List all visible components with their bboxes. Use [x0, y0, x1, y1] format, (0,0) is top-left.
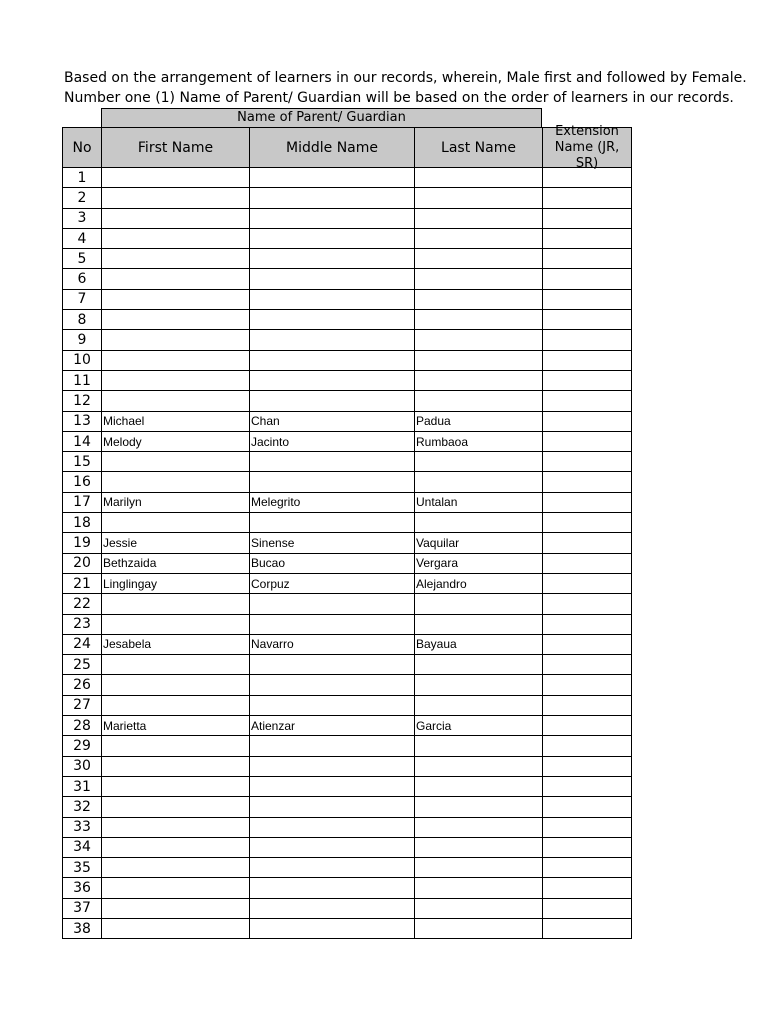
- cell-last-name[interactable]: Bayaua: [415, 634, 543, 654]
- cell-middle-name[interactable]: Corpuz: [250, 573, 415, 593]
- cell-no[interactable]: 27: [63, 695, 102, 715]
- instruction-line-2: Number one (1) Name of Parent/ Guardian will be based on the order of learners in our records.: [64, 90, 734, 106]
- cell-middle-name[interactable]: [250, 168, 415, 188]
- cell-first-name[interactable]: [102, 208, 250, 228]
- cell-middle-name[interactable]: Chan: [250, 411, 415, 431]
- table-row: [63, 289, 632, 309]
- cell-first-name[interactable]: [102, 168, 250, 188]
- cell-extension-name[interactable]: [543, 655, 632, 675]
- cell-middle-name[interactable]: [250, 837, 415, 857]
- cell-first-name[interactable]: [102, 391, 250, 411]
- table-row: [63, 634, 632, 654]
- table-row: [63, 330, 632, 350]
- table-row: [63, 858, 632, 878]
- cell-extension-name[interactable]: [543, 370, 632, 390]
- cell-no[interactable]: 18: [63, 513, 102, 533]
- cell-last-name[interactable]: [415, 614, 543, 634]
- table-row: [63, 188, 632, 208]
- cell-first-name[interactable]: Linglingay: [102, 573, 250, 593]
- cell-first-name[interactable]: [102, 858, 250, 878]
- cell-first-name[interactable]: [102, 817, 250, 837]
- cell-extension-name[interactable]: [543, 330, 632, 350]
- cell-no[interactable]: 4: [63, 228, 102, 248]
- cell-no[interactable]: 36: [63, 878, 102, 898]
- cell-last-name[interactable]: [415, 513, 543, 533]
- table-row: [63, 533, 632, 553]
- cell-middle-name[interactable]: [250, 898, 415, 918]
- table-row: [63, 391, 632, 411]
- cell-extension-name[interactable]: [543, 411, 632, 431]
- table-row: [63, 716, 632, 736]
- table-row: [63, 655, 632, 675]
- cell-no[interactable]: 20: [63, 553, 102, 573]
- cell-last-name[interactable]: [415, 675, 543, 695]
- cell-last-name[interactable]: [415, 350, 543, 370]
- cell-middle-name[interactable]: [250, 513, 415, 533]
- cell-middle-name[interactable]: [250, 817, 415, 837]
- cell-no[interactable]: 35: [63, 858, 102, 878]
- cell-extension-name[interactable]: [543, 614, 632, 634]
- cell-middle-name[interactable]: [250, 858, 415, 878]
- cell-last-name[interactable]: [415, 817, 543, 837]
- cell-no[interactable]: 21: [63, 573, 102, 593]
- cell-extension-name[interactable]: [543, 858, 632, 878]
- header-row: [63, 128, 632, 168]
- cell-no[interactable]: 38: [63, 918, 102, 938]
- cell-extension-name[interactable]: [543, 249, 632, 269]
- cell-last-name[interactable]: [415, 898, 543, 918]
- cell-middle-name[interactable]: [250, 675, 415, 695]
- table-row: [63, 573, 632, 593]
- cell-first-name[interactable]: [102, 452, 250, 472]
- cell-last-name[interactable]: [415, 168, 543, 188]
- cell-no[interactable]: 28: [63, 716, 102, 736]
- cell-first-name[interactable]: [102, 472, 250, 492]
- cell-no[interactable]: 19: [63, 533, 102, 553]
- table-row: [63, 756, 632, 776]
- cell-last-name[interactable]: [415, 756, 543, 776]
- cell-last-name[interactable]: Garcia: [415, 716, 543, 736]
- cell-first-name[interactable]: [102, 918, 250, 938]
- cell-last-name[interactable]: Vergara: [415, 553, 543, 573]
- cell-middle-name[interactable]: Sinense: [250, 533, 415, 553]
- cell-extension-name[interactable]: [543, 573, 632, 593]
- cell-first-name[interactable]: [102, 756, 250, 776]
- cell-no[interactable]: 15: [63, 452, 102, 472]
- cell-first-name[interactable]: Michael: [102, 411, 250, 431]
- cell-last-name[interactable]: [415, 208, 543, 228]
- cell-first-name[interactable]: [102, 695, 250, 715]
- cell-first-name[interactable]: Marilyn: [102, 492, 250, 512]
- cell-last-name[interactable]: [415, 695, 543, 715]
- cell-no[interactable]: 24: [63, 634, 102, 654]
- cell-middle-name[interactable]: [250, 310, 415, 330]
- cell-extension-name[interactable]: [543, 594, 632, 614]
- cell-no[interactable]: 7: [63, 289, 102, 309]
- cell-no[interactable]: 17: [63, 492, 102, 512]
- cell-extension-name[interactable]: [543, 898, 632, 918]
- cell-first-name[interactable]: [102, 228, 250, 248]
- cell-extension-name[interactable]: [543, 918, 632, 938]
- cell-no[interactable]: 6: [63, 269, 102, 289]
- cell-extension-name[interactable]: [543, 878, 632, 898]
- table-row: [63, 898, 632, 918]
- cell-extension-name[interactable]: [543, 736, 632, 756]
- cell-extension-name[interactable]: [543, 533, 632, 553]
- cell-first-name[interactable]: [102, 878, 250, 898]
- cell-extension-name[interactable]: [543, 431, 632, 451]
- table-row: [63, 249, 632, 269]
- cell-middle-name[interactable]: [250, 350, 415, 370]
- cell-first-name[interactable]: [102, 655, 250, 675]
- cell-first-name[interactable]: [102, 289, 250, 309]
- header-last-name: Last Name: [415, 128, 543, 168]
- table-body: [63, 168, 632, 939]
- table-row: [63, 797, 632, 817]
- header-middle-name: Middle Name: [250, 128, 415, 168]
- cell-middle-name[interactable]: Jacinto: [250, 431, 415, 451]
- cell-first-name[interactable]: [102, 898, 250, 918]
- cell-extension-name[interactable]: [543, 553, 632, 573]
- cell-middle-name[interactable]: Atienzar: [250, 716, 415, 736]
- cell-no[interactable]: 22: [63, 594, 102, 614]
- table-row: [63, 594, 632, 614]
- cell-no[interactable]: 31: [63, 776, 102, 796]
- cell-last-name[interactable]: [415, 391, 543, 411]
- cell-last-name[interactable]: [415, 918, 543, 938]
- cell-first-name[interactable]: [102, 614, 250, 634]
- cell-no[interactable]: 14: [63, 431, 102, 451]
- table-row: [63, 614, 632, 634]
- cell-last-name[interactable]: [415, 878, 543, 898]
- cell-no[interactable]: 37: [63, 898, 102, 918]
- cell-last-name[interactable]: [415, 452, 543, 472]
- cell-first-name[interactable]: [102, 513, 250, 533]
- cell-last-name[interactable]: [415, 858, 543, 878]
- cell-first-name[interactable]: Jesabela: [102, 634, 250, 654]
- table-row: [63, 472, 632, 492]
- header-no: No: [63, 128, 102, 168]
- instruction-line-1: Based on the arrangement of learners in our records, wherein, Male first and followed by Female.: [64, 70, 747, 86]
- guardian-table: [62, 123, 632, 939]
- cell-no[interactable]: 34: [63, 837, 102, 857]
- cell-middle-name[interactable]: [250, 249, 415, 269]
- cell-extension-name[interactable]: [543, 472, 632, 492]
- cell-last-name[interactable]: [415, 188, 543, 208]
- cell-extension-name[interactable]: [543, 269, 632, 289]
- cell-no[interactable]: 25: [63, 655, 102, 675]
- cell-middle-name[interactable]: [250, 594, 415, 614]
- cell-last-name[interactable]: [415, 330, 543, 350]
- cell-middle-name[interactable]: [250, 289, 415, 309]
- header-extension-name: [543, 123, 632, 171]
- cell-last-name[interactable]: [415, 655, 543, 675]
- table-row: [63, 208, 632, 228]
- table-row: [63, 736, 632, 756]
- header-extension-label: Extension Name (JR, SR): [554, 123, 620, 171]
- cell-extension-name[interactable]: [543, 188, 632, 208]
- cell-last-name[interactable]: [415, 228, 543, 248]
- table-row: [63, 918, 632, 938]
- cell-middle-name[interactable]: [250, 472, 415, 492]
- cell-extension-name[interactable]: [543, 492, 632, 512]
- cell-extension-name[interactable]: [543, 289, 632, 309]
- cell-no[interactable]: 33: [63, 817, 102, 837]
- table-row: [63, 553, 632, 573]
- cell-last-name[interactable]: [415, 594, 543, 614]
- cell-first-name[interactable]: [102, 330, 250, 350]
- cell-no[interactable]: 1: [63, 168, 102, 188]
- cell-first-name[interactable]: [102, 594, 250, 614]
- cell-extension-name[interactable]: [543, 310, 632, 330]
- cell-extension-name[interactable]: [543, 513, 632, 533]
- cell-first-name[interactable]: [102, 797, 250, 817]
- cell-extension-name[interactable]: [543, 716, 632, 736]
- table-row: [63, 411, 632, 431]
- table-row: [63, 452, 632, 472]
- cell-first-name[interactable]: [102, 310, 250, 330]
- cell-last-name[interactable]: Alejandro: [415, 573, 543, 593]
- table-row: [63, 370, 632, 390]
- cell-no[interactable]: 9: [63, 330, 102, 350]
- cell-middle-name[interactable]: Navarro: [250, 634, 415, 654]
- cell-extension-name[interactable]: [543, 695, 632, 715]
- cell-middle-name[interactable]: [250, 370, 415, 390]
- cell-extension-name[interactable]: [543, 756, 632, 776]
- cell-middle-name[interactable]: [250, 797, 415, 817]
- cell-last-name[interactable]: [415, 289, 543, 309]
- table-row: [63, 228, 632, 248]
- cell-extension-name[interactable]: [543, 817, 632, 837]
- cell-middle-name[interactable]: [250, 330, 415, 350]
- cell-extension-name[interactable]: [543, 797, 632, 817]
- cell-last-name[interactable]: [415, 370, 543, 390]
- cell-middle-name[interactable]: [250, 188, 415, 208]
- cell-first-name[interactable]: Melody: [102, 431, 250, 451]
- cell-no[interactable]: 30: [63, 756, 102, 776]
- cell-no[interactable]: 12: [63, 391, 102, 411]
- cell-first-name[interactable]: [102, 269, 250, 289]
- cell-middle-name[interactable]: [250, 756, 415, 776]
- cell-last-name[interactable]: [415, 472, 543, 492]
- cell-no[interactable]: 13: [63, 411, 102, 431]
- table-row: [63, 350, 632, 370]
- cell-middle-name[interactable]: Melegrito: [250, 492, 415, 512]
- cell-last-name[interactable]: Padua: [415, 411, 543, 431]
- cell-no[interactable]: 8: [63, 310, 102, 330]
- cell-first-name[interactable]: [102, 837, 250, 857]
- cell-extension-name[interactable]: [543, 391, 632, 411]
- table-row: [63, 431, 632, 451]
- cell-middle-name[interactable]: [250, 391, 415, 411]
- cell-last-name[interactable]: [415, 837, 543, 857]
- group-header-parent-guardian: Name of Parent/ Guardian: [101, 108, 542, 127]
- cell-first-name[interactable]: Bethzaida: [102, 553, 250, 573]
- cell-extension-name[interactable]: [543, 837, 632, 857]
- cell-extension-name[interactable]: [543, 208, 632, 228]
- cell-first-name[interactable]: Marietta: [102, 716, 250, 736]
- table-row: [63, 675, 632, 695]
- cell-extension-name[interactable]: [543, 350, 632, 370]
- cell-extension-name[interactable]: [543, 634, 632, 654]
- cell-last-name[interactable]: [415, 310, 543, 330]
- cell-middle-name[interactable]: [250, 228, 415, 248]
- cell-last-name[interactable]: [415, 269, 543, 289]
- table-row: [63, 513, 632, 533]
- cell-extension-name[interactable]: [543, 228, 632, 248]
- cell-first-name[interactable]: [102, 350, 250, 370]
- table-row: [63, 492, 632, 512]
- cell-last-name[interactable]: Vaquilar: [415, 533, 543, 553]
- header-first-name: First Name: [102, 128, 250, 168]
- cell-no[interactable]: 32: [63, 797, 102, 817]
- instructions: [64, 68, 747, 108]
- table-row: [63, 776, 632, 796]
- cell-no[interactable]: 23: [63, 614, 102, 634]
- cell-extension-name[interactable]: [543, 452, 632, 472]
- cell-last-name[interactable]: Untalan: [415, 492, 543, 512]
- cell-no[interactable]: 3: [63, 208, 102, 228]
- cell-first-name[interactable]: [102, 370, 250, 390]
- cell-middle-name[interactable]: [250, 918, 415, 938]
- cell-last-name[interactable]: [415, 249, 543, 269]
- table-row: [63, 817, 632, 837]
- cell-last-name[interactable]: [415, 797, 543, 817]
- cell-first-name[interactable]: [102, 249, 250, 269]
- table-row: [63, 878, 632, 898]
- cell-extension-name[interactable]: [543, 776, 632, 796]
- cell-extension-name[interactable]: [543, 675, 632, 695]
- cell-no[interactable]: 10: [63, 350, 102, 370]
- cell-last-name[interactable]: [415, 736, 543, 756]
- cell-middle-name[interactable]: [250, 695, 415, 715]
- cell-first-name[interactable]: [102, 675, 250, 695]
- cell-no[interactable]: 26: [63, 675, 102, 695]
- table-row: [63, 269, 632, 289]
- cell-first-name[interactable]: Jessie: [102, 533, 250, 553]
- cell-middle-name[interactable]: [250, 878, 415, 898]
- table-row: [63, 837, 632, 857]
- cell-middle-name[interactable]: [250, 776, 415, 796]
- cell-middle-name[interactable]: [250, 736, 415, 756]
- cell-last-name[interactable]: Rumbaoa: [415, 431, 543, 451]
- cell-middle-name[interactable]: [250, 452, 415, 472]
- cell-middle-name[interactable]: [250, 208, 415, 228]
- header-extension-clip: [543, 123, 631, 171]
- cell-no[interactable]: 29: [63, 736, 102, 756]
- table-row: [63, 695, 632, 715]
- cell-first-name[interactable]: [102, 736, 250, 756]
- cell-middle-name[interactable]: Bucao: [250, 553, 415, 573]
- cell-no[interactable]: 5: [63, 249, 102, 269]
- cell-no[interactable]: 2: [63, 188, 102, 208]
- cell-first-name[interactable]: [102, 776, 250, 796]
- cell-last-name[interactable]: [415, 776, 543, 796]
- cell-no[interactable]: 16: [63, 472, 102, 492]
- cell-middle-name[interactable]: [250, 655, 415, 675]
- cell-middle-name[interactable]: [250, 269, 415, 289]
- cell-first-name[interactable]: [102, 188, 250, 208]
- cell-middle-name[interactable]: [250, 614, 415, 634]
- table-row: [63, 310, 632, 330]
- cell-no[interactable]: 11: [63, 370, 102, 390]
